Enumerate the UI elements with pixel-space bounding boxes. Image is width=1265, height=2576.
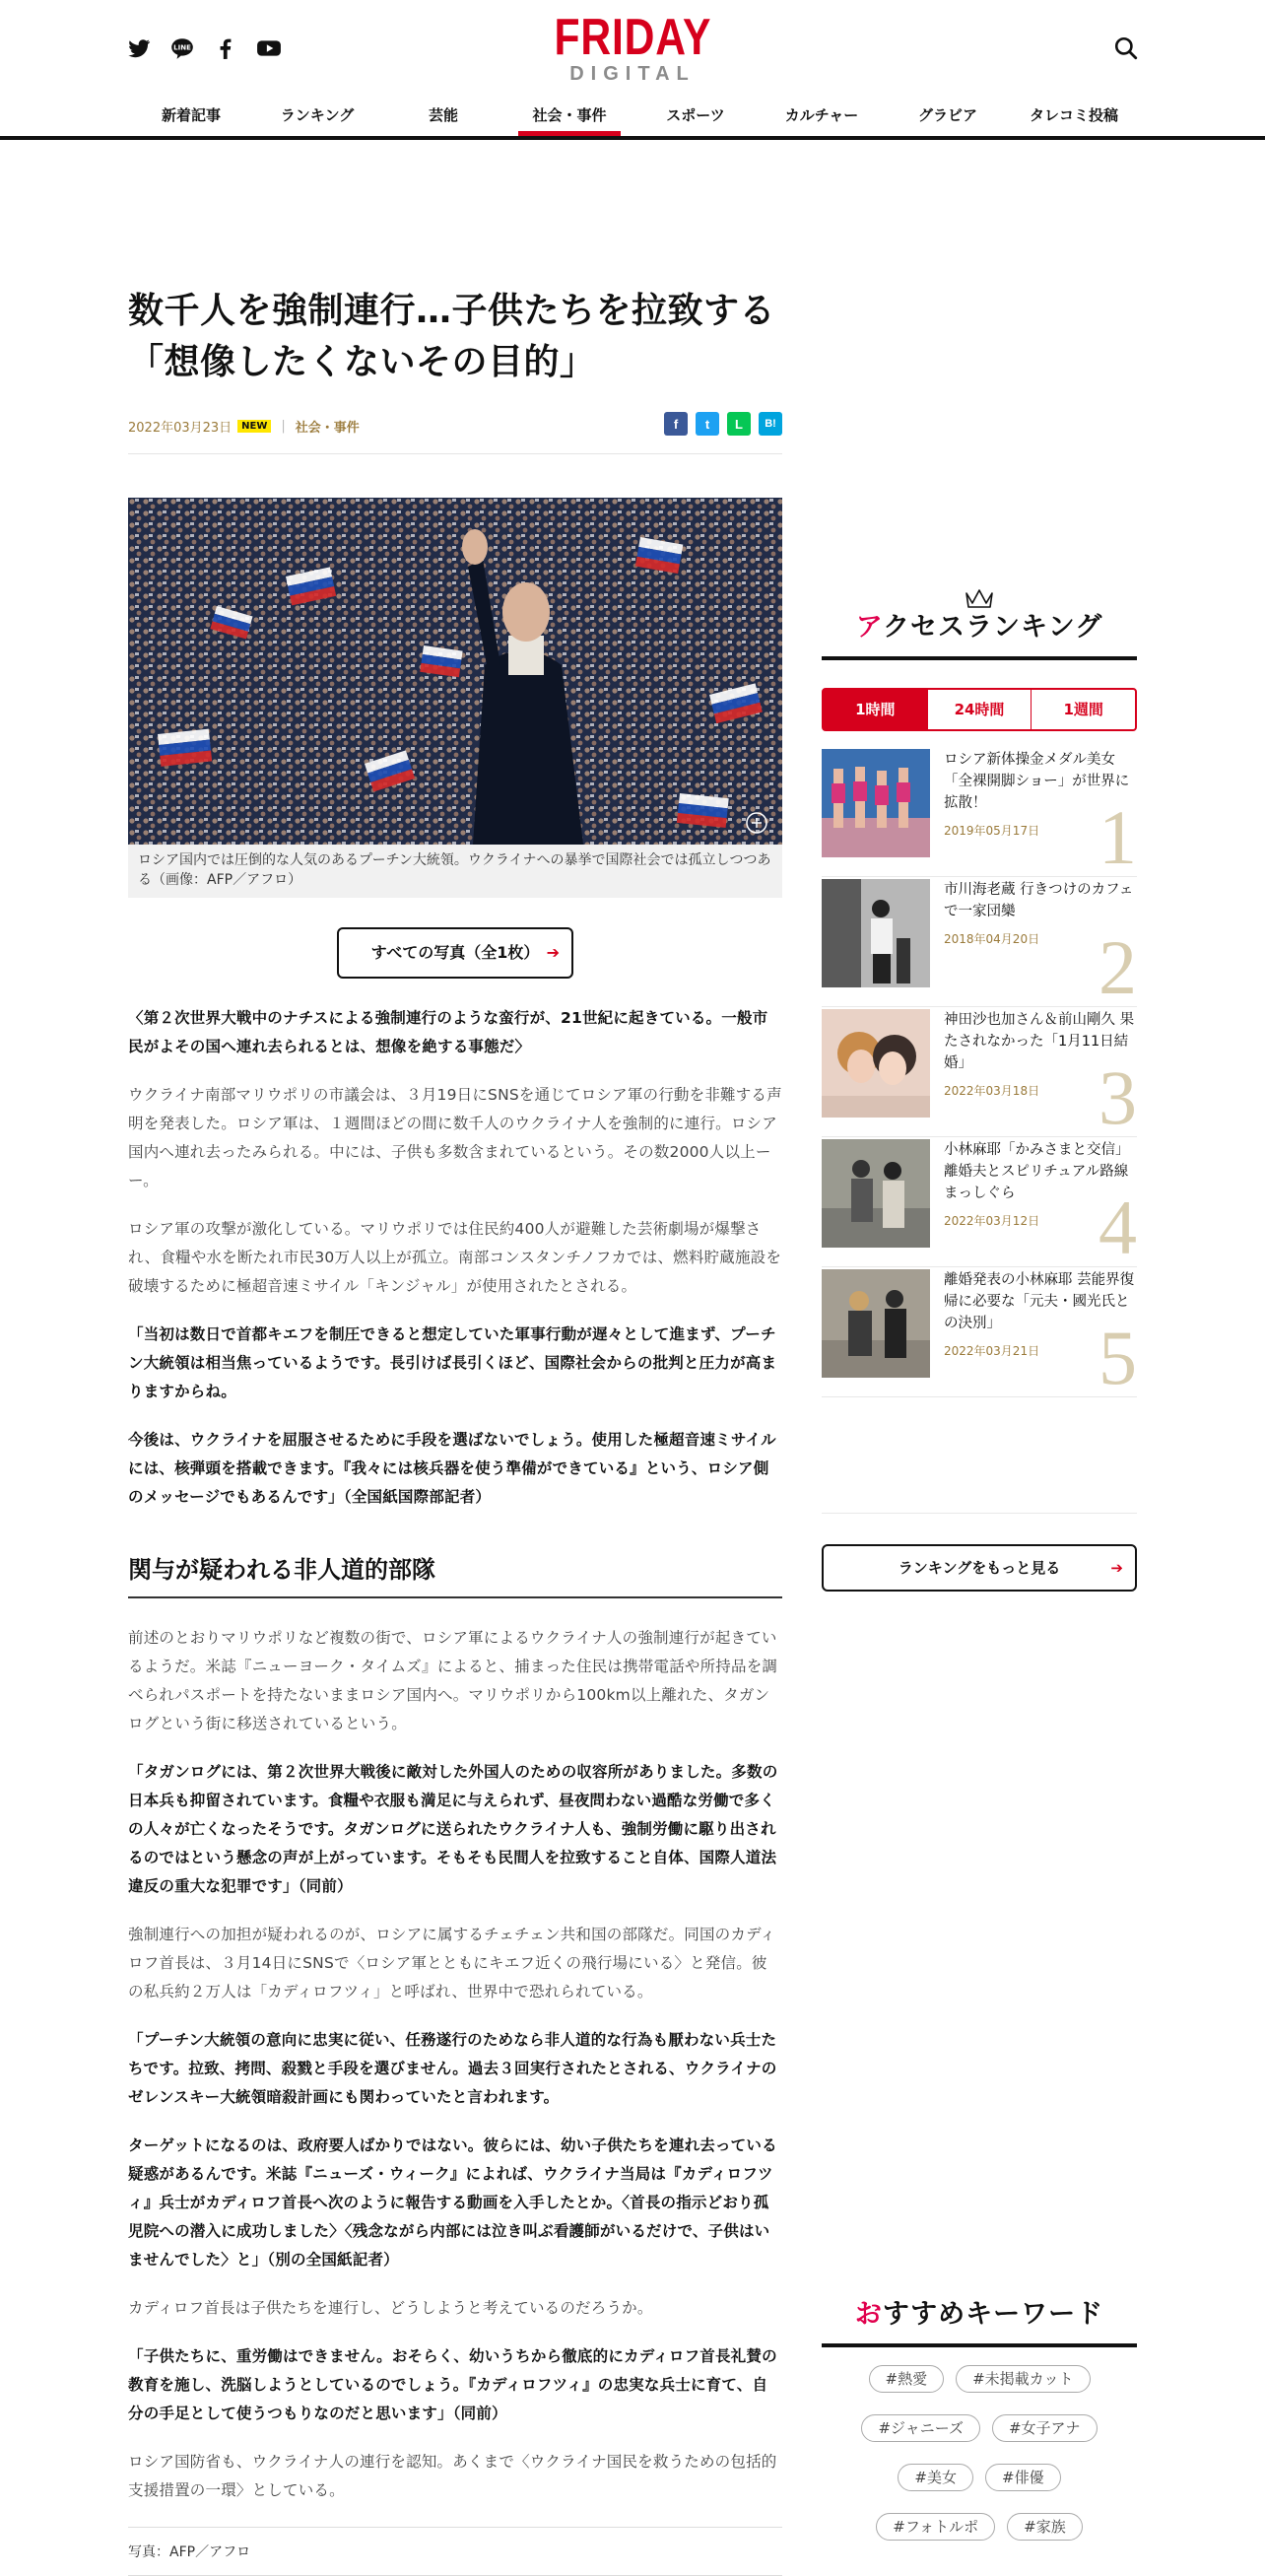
logo-friday: FRIDAY <box>554 9 711 66</box>
nav-item-ranking[interactable]: ランキング <box>280 106 355 124</box>
main-nav <box>128 102 1137 136</box>
ranking-thumbnail <box>822 1139 930 1248</box>
paragraph: ロシア軍の攻撃が激化している。マリウポリでは住民約400人が避難した芸術劇場が爆撃され、食糧や水を断たれ市民30万人以上が孤立。南部コンスタンチノフカでは、燃料貯蔵施設を破壊するために極超音速ミサイル「キンジャル」が使用されたとされる。 <box>128 1220 782 1295</box>
line-share-button[interactable]: L <box>727 412 751 436</box>
crowd-photo-image <box>128 498 782 845</box>
ranking-number: 4 <box>1099 1185 1137 1270</box>
paragraph: 「プーチン大統領の意向に忠実に従い、任務遂行のためなら非人道的な行為も厭わない兵士たちです。拉致、拷問、殺戮と手段を選びません。過去３回実行されたとされる、ウクライナのゼレンスキー大統領暗殺計画にも関わっていたと言われます。 <box>128 2031 777 2106</box>
ranking-divider <box>822 1513 1137 1514</box>
ranking-thumbnail <box>822 1269 930 1378</box>
keyword-title: おすすめキーワード <box>854 2299 1104 2330</box>
paragraph: ロシア国防省も、ウクライナ人の連行を認知。あくまで〈ウクライナ国民を救うための包括的支援措置の一環〉としている。 <box>128 2453 777 2499</box>
ranking-title: アクセスランキング <box>855 612 1103 643</box>
tab-24hours[interactable]: 24時間 <box>927 690 1032 729</box>
ranking-thumbnail <box>822 1009 930 1118</box>
section-heading: 関与が疑われる非人道的部隊 <box>128 1553 782 1598</box>
article-date: 2022年03月23日 <box>128 420 233 436</box>
svg-text:LINE: LINE <box>173 42 191 52</box>
keyword-header <box>822 2296 1137 2347</box>
nav-item-gravure[interactable]: グラビア <box>917 106 977 124</box>
ranking-item-title: 離婚発表の小林麻耶 芸能界復帰に必要な「元夫・國光氏との決別」 <box>944 1272 1135 1331</box>
ranking-item-date: 2022年03月18日 <box>944 1084 1040 1098</box>
arrow-right-icon: ➔ <box>1110 1559 1123 1577</box>
ranking-item[interactable] <box>822 877 1137 1010</box>
article <box>128 286 782 2576</box>
ranking-more-button[interactable] <box>822 1544 1137 1592</box>
facebook-share-button[interactable]: f <box>664 412 688 436</box>
nav-item-new[interactable]: 新着記事 <box>161 106 221 124</box>
crown-icon <box>965 587 994 609</box>
site-header <box>0 0 1265 140</box>
photo-credit: 写真：AFP／アフロ <box>128 2527 782 2576</box>
keyword-tag[interactable]: #俳優 <box>985 2464 1061 2491</box>
article-body <box>128 1004 782 2505</box>
share-buttons <box>664 412 782 436</box>
keyword-tags <box>822 2365 1137 2562</box>
ranking-thumbnail <box>822 879 930 987</box>
keyword-tag[interactable]: #フォトルポ <box>876 2513 995 2541</box>
all-photos-label: すべての写真（全1枚） <box>370 943 540 962</box>
tab-1hour[interactable]: 1時間 <box>824 690 927 729</box>
tab-1week[interactable]: 1週間 <box>1031 690 1135 729</box>
logo-digital: DIGITAL <box>569 63 696 85</box>
paragraph: カディロフ首長は子供たちを連行し、どうしようと考えているのだろうか。 <box>128 2299 653 2317</box>
paragraph: 〈第２次世界大戦中のナチスによる強制連行のような蛮行が、21世紀に起きている。一般市民がよその国へ連れ去られるとは、想像を絶する事態だ〉 <box>128 1009 768 1055</box>
all-photos-button[interactable] <box>337 927 573 979</box>
new-badge: NEW <box>237 420 271 433</box>
keyword-tag[interactable]: #未掲載カット <box>956 2365 1090 2393</box>
paragraph: 「タガンログには、第２次世界大戦後に敵対した外国人のための収容所がありました。多数の日本兵も抑留されています。食糧や衣服も満足に与えられず、昼夜問わない過酷な労働で多くの人々が亡くなったそうです。タガンログに送られたウクライナ人も、強制労働に駆り出されるのではという懸念の声が上がっています。そもそも民間人を拉致すること自体、国際人道法違反の重大な犯罪です」（同前） <box>128 1763 778 1895</box>
meta-divider <box>128 453 782 454</box>
ranking-item-title: 小林麻耶「かみさまと交信」離婚夫とスピリチュアル路線まっしぐら <box>944 1142 1130 1201</box>
keyword-tag[interactable]: #女子アナ <box>992 2414 1098 2442</box>
ranking-more-label: ランキングをもっと見る <box>898 1559 1061 1577</box>
ranking-item[interactable] <box>822 1007 1137 1140</box>
ranking-item[interactable] <box>822 1137 1137 1270</box>
ranking-number: 2 <box>1099 924 1137 1010</box>
keyword-tag[interactable]: #美女 <box>898 2464 973 2491</box>
nav-item-society[interactable]: 社会・事件 <box>506 102 632 136</box>
paragraph: ターゲットになるのは、政府要人ばかりではない。彼らには、幼い子供たちを連れ去っている疑惑があるんです。米誌『ニューズ・ウィーク』によれば、ウクライナ当局は『カディロフツィ』兵士がカディロフ首長へ次のように報告する動画を入手したとか。〈首長の指示どおり孤児院への潜入に成功しました〉〈残念ながら内部には泣き叫ぶ看護師がいるだけで、子供はいませんでした〉と」（別の全国紙記者） <box>128 2136 777 2269</box>
ranking-header <box>822 587 1137 660</box>
ranking-item[interactable] <box>822 1267 1137 1400</box>
ranking-item-title: 神田沙也加さん＆前山剛久 果たされなかった「1月11日結婚」 <box>944 1012 1135 1071</box>
ranking-tabs <box>822 688 1137 731</box>
twitter-share-button[interactable]: t <box>696 412 719 436</box>
paragraph: 前述のとおりマリウポリなど複数の街で、ロシア軍によるウクライナ人の強制連行が起きているようだ。米誌『ニューヨーク・タイムズ』によると、捕まった住民は携帯電話や所持品を調べられパスポートを持たないままロシア国内へ。マリウポリから100km以上離れた、タガンログという街に移送されているという。 <box>128 1629 778 1732</box>
hatena-share-button[interactable]: B! <box>759 412 782 436</box>
ranking-item[interactable] <box>822 747 1137 880</box>
photo-caption: ロシア国内では圧倒的な人気のあるプーチン大統領。ウクライナへの暴挙で国際社会では孤立しつつある（画像：AFP／アフロ） <box>128 845 782 898</box>
ranking-item-date: 2019年05月17日 <box>944 824 1040 838</box>
nav-item-sports[interactable]: スポーツ <box>666 106 725 124</box>
paragraph: 「子供たちに、重労働はできません。おそらく、幼いうちから徹底的にカディロフ首長礼賛の教育を施し、洗脳しようとしているのでしょう。『カディロフツィ』の忠実な兵士に育て、自分の手足として使うつもりなのだと思います」（同前） <box>128 2347 777 2422</box>
ranking-list <box>822 747 1137 1400</box>
ranking-item-date: 2022年03月21日 <box>944 1344 1040 1358</box>
search-icon[interactable] <box>1113 35 1139 61</box>
ranking-item-title: 市川海老蔵 行きつけのカフェで一家団欒 <box>944 882 1134 919</box>
meta-separator: | <box>281 418 286 434</box>
nav-item-tip[interactable]: タレコミ投稿 <box>1029 106 1118 124</box>
ranking-number: 5 <box>1099 1315 1137 1400</box>
keyword-title-underline <box>822 2343 1137 2347</box>
keyword-tag[interactable]: #ジャニーズ <box>861 2414 980 2442</box>
paragraph: 今後は、ウクライナを屈服させるために手段を選ばないでしょう。使用した極超音速ミサイルには、核弾頭を搭載できます。『我々には核兵器を使う準備ができている』という、ロシア側のメッセージでもあるんです」（全国紙国際部記者） <box>128 1431 776 1506</box>
ranking-item-date: 2018年04月20日 <box>944 932 1040 946</box>
article-main-photo[interactable] <box>128 498 782 845</box>
arrow-right-icon: ➔ <box>546 943 560 962</box>
ranking-number: 1 <box>1099 794 1137 880</box>
article-meta <box>128 408 782 443</box>
article-title: 数千人を強制連行…子供たちを拉致する「想像したくないその目的」 <box>128 291 776 382</box>
ranking-thumbnail <box>822 749 930 857</box>
site-logo[interactable] <box>0 10 1265 85</box>
ranking-number: 3 <box>1099 1054 1137 1140</box>
nav-item-culture[interactable]: カルチャー <box>784 106 859 124</box>
ranking-item-date: 2022年03月12日 <box>944 1214 1040 1228</box>
nav-item-entertainment[interactable]: 芸能 <box>428 106 458 124</box>
paragraph: 強制連行への加担が疑われるのが、ロシアに属するチェチェン共和国の部隊だ。同国のカディロフ首長は、３月14日にSNSで〈ロシア軍とともにキエフ近くの飛行場にいる〉と発信。彼の私兵約２万人は「カディロフツィ」と呼ばれ、世界中で恐れられている。 <box>128 1926 776 2000</box>
ranking-item-title: ロシア新体操金メダル美女「全裸開脚ショー」が世界に拡散！ <box>944 752 1130 811</box>
article-category-link[interactable]: 社会・事件 <box>295 420 360 436</box>
ranking-title-underline <box>822 656 1137 660</box>
paragraph: 「当初は数日で首都キエフを制圧できると想定していた軍事行動が遅々として進まず、プーチン大統領は相当焦っているようです。長引けば長引くほど、国際社会からの批判と圧力が高まりますからね。 <box>128 1325 777 1400</box>
paragraph: ウクライナ南部マリウポリの市議会は、３月19日にSNSを通じてロシア軍の行動を非難する声明を発表した。ロシア軍は、１週間ほどの間に数千人のウクライナ人を強制的に連行。ロシア国内へ連れ去ったみられる。中には、子供も多数含まれているという。その数2000人以上ーー。 <box>128 1086 782 1189</box>
keyword-tag[interactable]: #熱愛 <box>869 2365 945 2393</box>
keyword-tag[interactable]: #家族 <box>1007 2513 1083 2541</box>
